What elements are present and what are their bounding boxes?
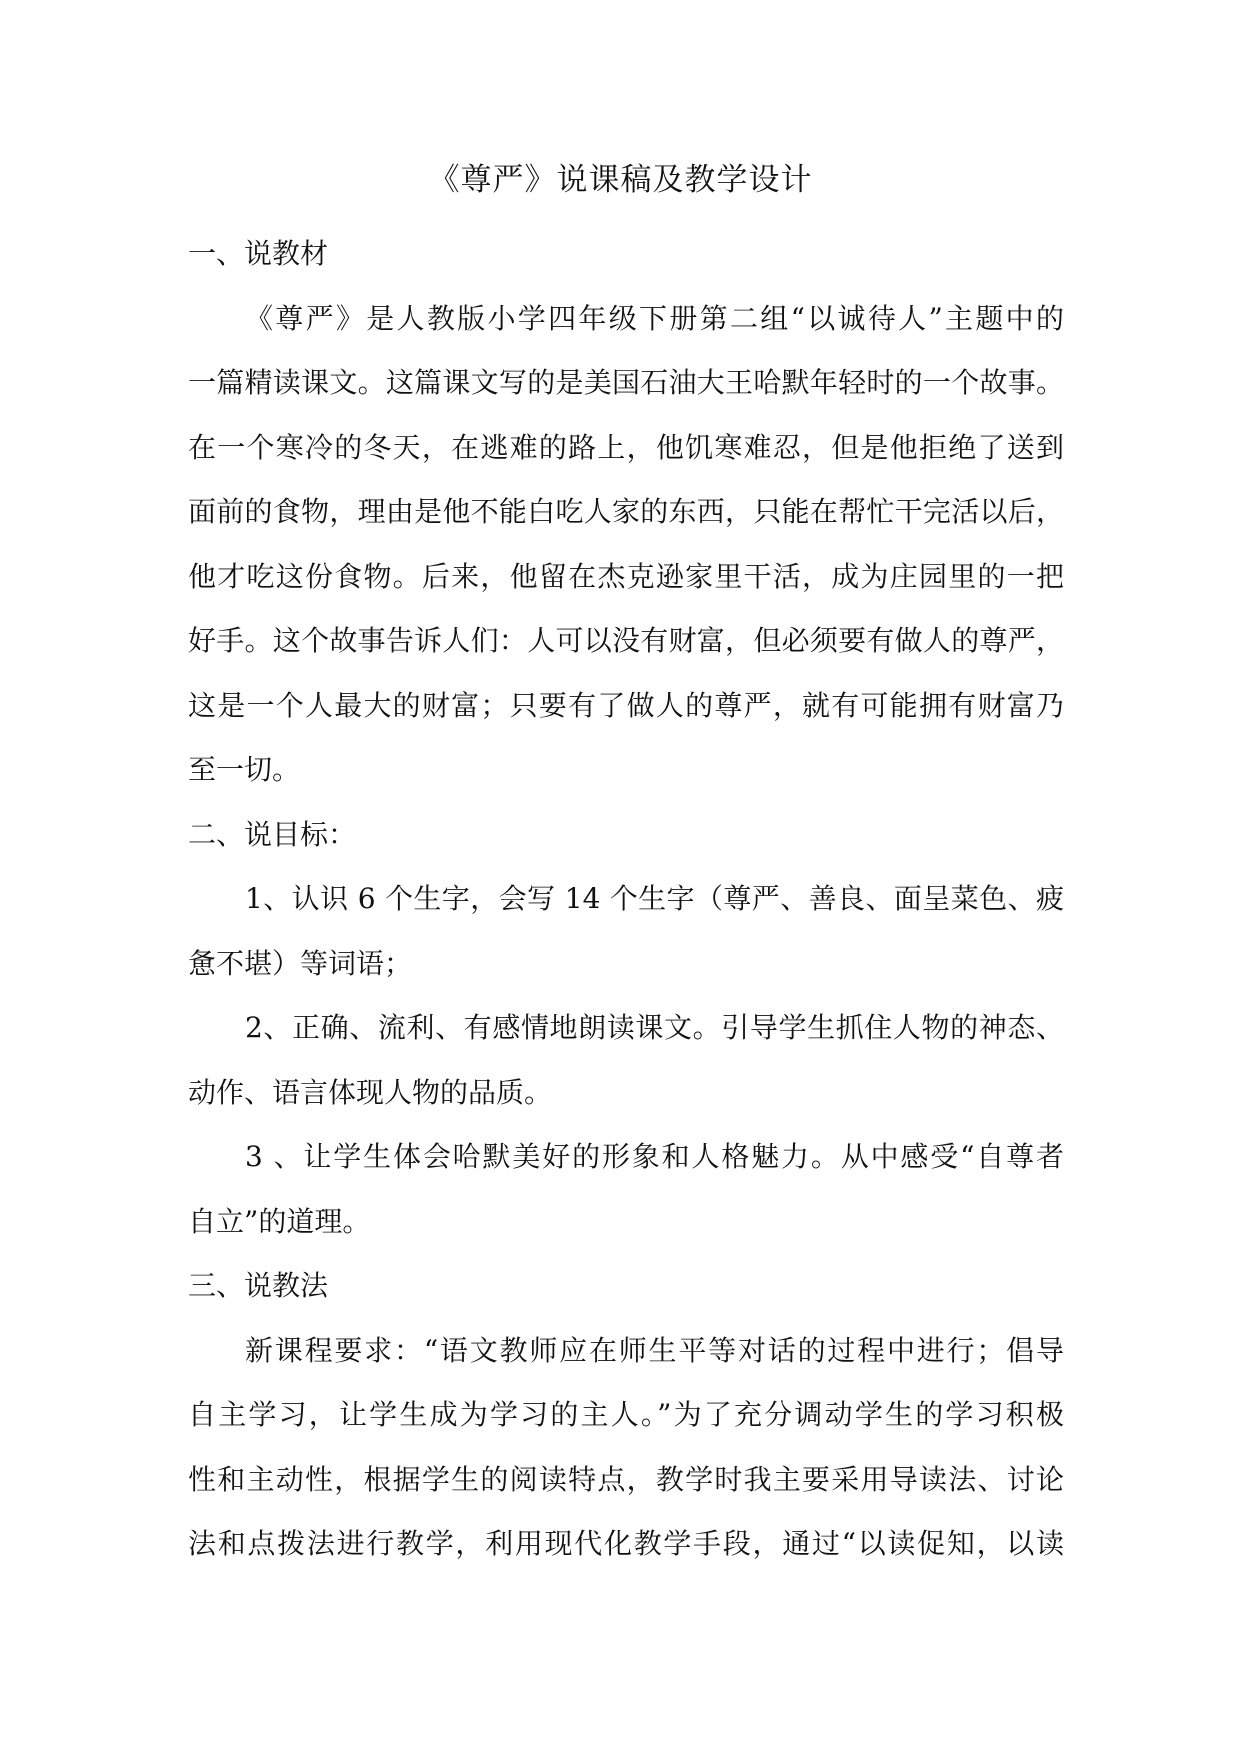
paragraph-line: 一篇精读课文。这篇课文写的是美国石油大王哈默年轻时的一个故事。 (188, 366, 1064, 399)
paragraph-line: 好手。这个故事告诉人们：人可以没有财富，但必须要有做人的尊严， (188, 624, 1064, 657)
document-body (188, 222, 1064, 1577)
paragraph-line: 自立”的道理。 (188, 1204, 371, 1238)
paragraph-line: 《尊严》是人教版小学四年级下册第二组“以诚待人”主题中的 (245, 301, 1064, 335)
paragraph-line: 他才吃这份食物。后来，他留在杰克逊家里干活，成为庄园里的一把 (188, 559, 1064, 593)
paragraph-line: 这是一个人最大的财富；只要有了做人的尊严，就有可能拥有财富乃 (188, 688, 1064, 722)
document-title: 《尊严》说课稿及教学设计 (428, 162, 813, 198)
paragraph-line: 法和点拨法进行教学，利用现代化教学手段，通过“以读促知，以读 (188, 1527, 1064, 1560)
paragraph-line: 性和主动性，根据学生的阅读特点，教学时我主要采用导读法、讨论 (188, 1462, 1064, 1496)
paragraph-line: 1、认识 6 个生字，会写 14 个生字（尊严、善良、面呈菜色、疲 (245, 882, 1064, 915)
paragraph-line: 自主学习，让学生成为学习的主人。”为了充分调动学生的学习积极 (188, 1398, 1064, 1431)
paragraph-line: 在一个寒冷的冬天，在逃难的路上，他饥寒难忍，但是他拒绝了送到 (188, 430, 1064, 464)
paragraph-line: 惫不堪）等词语； (188, 946, 413, 980)
section-heading: 三、说教法 (188, 1269, 329, 1302)
paragraph-line: 面前的食物，理由是他不能白吃人家的东西，只能在帮忙干完活以后， (188, 495, 1064, 528)
paragraph-line: 至一切。 (188, 753, 301, 786)
section-heading: 二、说目标： (188, 817, 357, 851)
paragraph-line: 动作、语言体现人物的品质。 (188, 1075, 553, 1109)
paragraph-line: 2、正确、流利、有感情地朗读课文。引导学生抓住人物的神态、 (245, 1011, 1064, 1044)
section-heading: 一、说教材 (188, 237, 329, 270)
paragraph-line: 3 、让学生体会哈默美好的形象和人格魅力。从中感受“自尊者 (245, 1140, 1064, 1173)
paragraph-line: 新课程要求：“语文教师应在师生平等对话的过程中进行；倡导 (245, 1333, 1064, 1367)
